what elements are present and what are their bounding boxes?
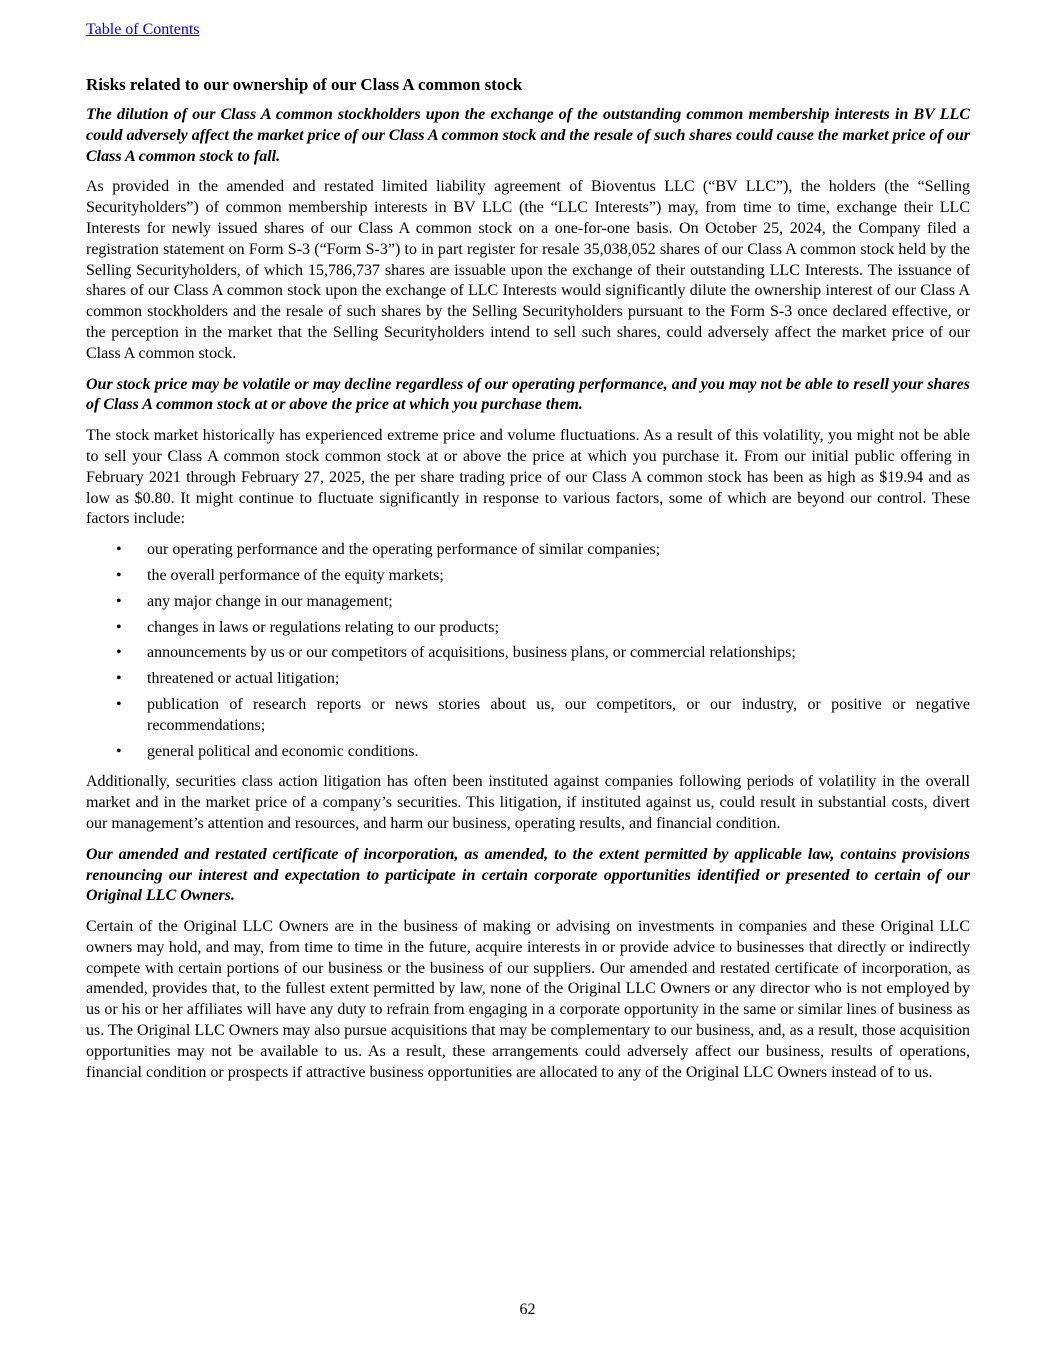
page-number: 62 bbox=[519, 1301, 536, 1318]
risk-closing-litigation: Additionally, securities class action litigation has often been instituted against companies following periods of volatility in the overall market and in the market price of a company’s securities. This litigation, if instituted against us, could result in substantial costs, divert our management’s attention and resources, and harm our business, operating results, and financial condition. bbox=[86, 773, 970, 832]
bullet-icon: • bbox=[116, 618, 122, 636]
risk-body-stock-volatility: The stock market historically has experienced extreme price and volume fluctuations. As a result of this volatility, you might not be able to sell your Class A common stock common stock at or above the price at which you purchase it. From our initial public offering in February 2021 through February 27, 2025, the per share trading price of our Class A common stock has been as high as $19.94 and as low as $0.80. It might continue to fluctuate significantly in response to various factors, some of which are beyond our control. These factors include: bbox=[86, 427, 970, 528]
bullet-icon: • bbox=[116, 644, 122, 662]
risk-heading-dilution: The dilution of our Class A common stockholders upon the exchange of the outstanding common membership interests in BV LLC could adversely affect the market price of our Class A common stock and the resale of such shares could cause the market price of our Class A common stock to fall. bbox=[86, 106, 970, 165]
list-item-text: announcements by us or our competitors of acquisitions, business plans, or commercial relationships; bbox=[147, 644, 796, 662]
list-item bbox=[86, 592, 970, 613]
bullet-icon: • bbox=[116, 566, 122, 584]
bullet-icon: • bbox=[116, 541, 122, 559]
list-item bbox=[86, 669, 970, 690]
list-item-text: any major change in our management; bbox=[147, 592, 393, 610]
section-title: Risks related to our ownership of our Class A common stock bbox=[86, 75, 523, 94]
list-item bbox=[86, 618, 970, 639]
bullet-icon: • bbox=[116, 670, 122, 688]
risk-heading-stock-volatility: Our stock price may be volatile or may decline regardless of our operating performance, and you may not be able to resell your shares of Class A common stock at or above the price at which you purchase them. bbox=[86, 375, 970, 414]
list-item-text: our operating performance and the operating performance of similar companies; bbox=[147, 541, 661, 559]
list-item-text: threatened or actual litigation; bbox=[147, 670, 340, 688]
list-item-text: changes in laws or regulations relating to our products; bbox=[147, 618, 499, 636]
list-item-text: publication of research reports or news stories about us, our competitors, or our industry, or positive or negative recommendations; bbox=[147, 695, 970, 734]
risk-heading-corporate-opportunities: Our amended and restated certificate of incorporation, as amended, to the extent permitted by applicable law, contains provisions renouncing our interest and expectation to participate in certain corporate opportunities identified or presented to certain of our Original LLC Owners. bbox=[86, 845, 970, 905]
table-of-contents-link[interactable]: Table of Contents bbox=[86, 21, 200, 38]
risk-body-dilution: As provided in the amended and restated limited liability agreement of Bioventus LLC (“BV LLC”), the holders (the “Selling Securityholders”) of common membership interests in BV LLC (the “LLC Interests”) may, from time to time, exchange their LLC Interests for newly issued shares of our Class A common stock on a one-for-one basis. On October 25, 2024, the Company filed a registration statement on Form S-3 (“Form S-3”) to in part register for resale 35,038,052 shares of our Class A common stock held by the Selling Securityholders, of which 15,786,737 shares are issuable upon the exchange of their outstanding LLC Interests. The issuance of shares of our Class A common stock upon the exchange of LLC Interests would significantly dilute the ownership interest of our Class A common stockholders and the resale of such shares by the Selling Securityholders pursuant to the Form S-3 once declared effective, or the perception in the market that the Selling Securityholders intend to sell such shares, could adversely affect the market price of our Class A common stock. bbox=[86, 178, 970, 362]
list-item-text: the overall performance of the equity markets; bbox=[147, 566, 444, 584]
list-item bbox=[86, 643, 970, 664]
list-item bbox=[86, 695, 970, 737]
list-item bbox=[86, 742, 970, 763]
list-item bbox=[86, 540, 970, 561]
bullet-icon: • bbox=[116, 592, 122, 610]
list-item bbox=[86, 566, 970, 587]
factors-list bbox=[86, 540, 970, 762]
list-item-text: general political and economic conditions. bbox=[147, 742, 419, 760]
document-body bbox=[86, 74, 970, 1093]
risk-body-corporate-opportunities: Certain of the Original LLC Owners are in the business of making or advising on investments in companies and these Original LLC owners may hold, and may, from time to time in the future, acquire interests in or provide advice to businesses that directly or indirectly compete with certain portions of our business or the business of our suppliers. Our amended and restated certificate of incorporation, as amended, provides that, to the fullest extent permitted by law, none of the Original LLC Owners or any director who is not employed by us or his or her affiliates will have any duty to refrain from engaging in a corporate opportunity in the same or similar lines of business as us. The Original LLC Owners may also pursue acquisitions that may be complementary to our business, and, as a result, those acquisition opportunities may not be available to us. As a result, these arrangements could adversely affect our business, results of operations, financial condition or prospects if attractive business opportunities are allocated to any of the Original LLC Owners instead of to us. bbox=[86, 918, 970, 1081]
bullet-icon: • bbox=[116, 742, 122, 760]
bullet-icon: • bbox=[116, 695, 122, 713]
